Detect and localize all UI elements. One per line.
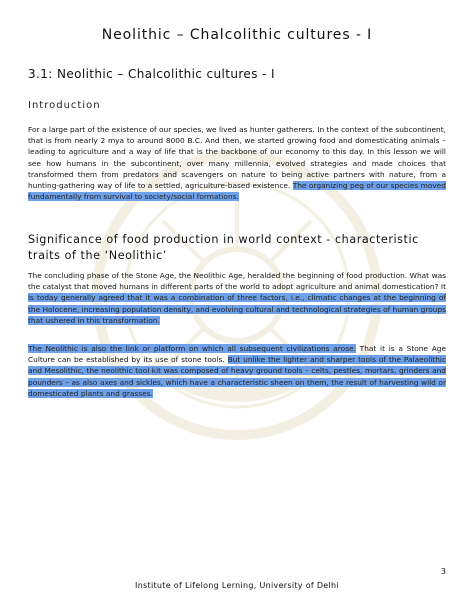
introduction-text: For a large part of the existence of our species, we lived as hunter gatherers. In the context of the subcontinent, that is from nearly 2 mya to around 8000 B.C. And then, we started growing food and domesticating animals – leading to agriculture and a way of life that is the backbone of our economy to this day. In this lesson we will see how humans in the subcontinent, over many millennia, evolved strategies and made choices that transformed them from predators and scavengers on nature to being active partners with nature, from a hunting-gathering way of life to a settled, agriculture-based existence.: [28, 125, 446, 191]
highlighted-text: But unlike the lighter and sharper tools of the Palaeolithic and Mesolithic, the neolithic tool kit was composed of heavy ground tools – celts, pestles, mortars, grinders and pounders – as also axes and sickles, which have a characteristic sheen on them, the result of harvesting wild or domesticated plants and grasses.: [28, 355, 447, 398]
significance-paragraph-1: [28, 270, 446, 326]
highlighted-text: is today generally agreed that it was a combination of three factors, i.e., climatic changes at the beginning of the Holocene, increasing population density, and evolving cultural and technological strategies of human groups that ushered in this transformation.: [28, 293, 446, 325]
section-title: 3.1: Neolithic – Chalcolithic cultures - I: [28, 67, 275, 81]
introduction-heading: Introduction: [28, 100, 101, 111]
page-header-title: Neolithic – Chalcolithic cultures - I: [101, 27, 373, 43]
significance-text-1: The concluding phase of the Stone Age, the Neolithic Age, heralded the beginning of food production. What was the catalyst that moved humans in different parts of the world to adopt agriculture and animal domestication? It: [28, 271, 446, 292]
significance-paragraph-2: [28, 343, 446, 399]
page-number: 3: [440, 567, 446, 576]
significance-text-2: That it is a Stone Age Culture can be established by its use of stone tools.: [28, 344, 446, 365]
highlighted-text: The organizing peg of our species moved fundamentally from survival to society/social formations.: [28, 181, 446, 202]
page-footer: Institute of Lifelong Lerning, University of Delhi: [135, 581, 339, 590]
highlighted-text: The Neolithic is also the link or platform on which all subsequent civilizations arose.: [28, 344, 356, 353]
introduction-paragraph: [28, 124, 446, 202]
significance-heading: Significance of food production in world context - characteristic traits of the ‘Neolithic’: [28, 233, 419, 262]
